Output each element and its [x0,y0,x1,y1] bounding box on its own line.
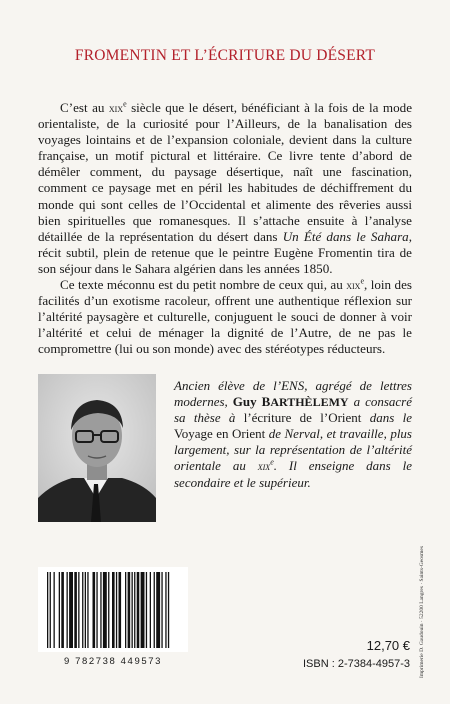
barcode-bar [78,572,79,648]
barcode-bar [128,572,131,648]
barcode-bar [168,572,169,648]
barcode-bar [61,572,64,648]
barcode-number: 9 782738 449573 [64,656,162,667]
barcode-bar [165,572,166,648]
barcode-bar [154,572,155,648]
barcode-bar [161,572,162,648]
author-photo [38,374,156,522]
back-cover-blurb [38,100,412,358]
blurb-paragraph-2: Ce texte méconnu est du petit nombre de ceux qui, au xix$^e$, loin des facilités d’un exotisme racoleur, offrent une authentique réflexion sur l’altérité paysagère et culturelle, conjuguent le souci de donner à voir l’altérité et celui de ménager la dignité de l’Autre, de ne pas le compromettre (lui ou son monde) avec des stéréotypes réducteurs. [38,276,413,357]
barcode-bar [93,572,96,648]
barcode [38,567,188,652]
barcode-bar [96,572,97,648]
barcode-bar [112,572,115,648]
barcode-bar [134,572,135,648]
barcode-bar [69,572,73,648]
barcode-bar [74,572,77,648]
price: 12,70 € [366,638,410,653]
barcode-bar [82,572,83,648]
barcode-bar [146,572,147,648]
book-title: FROMENTIN ET L’ÉCRITURE DU DÉSERT [74,47,376,64]
blurb-paragraph-1: C’est au xix$^e$ siècle que le désert, bénéficiant à la fois de la mode orientaliste, de la curiosité pour l’Ailleurs, de la banalisation des voyages lointains et de l’expansion coloniale, devient dans la culture française, un motif pictural et littéraire. Ce livre tente d’abord de démêler comment, du paysage désertique, naît une fascination, comment ce paysage met en péril les habitudes de déchiffrement du monde qui sont celles de l’Occidental et alimente des rêveries aussi bien spirituelles que romanesques. Il s’attache ensuite à l’analyse détaillée de la représentation du désert dans Un Été dans le Sahara, récit subtil, plein de retenue que le peintre Eugène Fromentin tira de son séjour dans le Sahara algérien dans les années 1850. [38,99,413,276]
barcode-bar [59,572,60,648]
barcode-bar [132,572,133,648]
printer-imprint: Imprimerie D. Gaudouin · 52200 Langres · Saints-Geosmes [419,546,425,678]
barcode-bar [100,572,101,648]
barcode-bar [137,572,140,648]
book-reference: Un Été dans le Sahara [282,228,409,244]
barcode-bar [150,572,151,648]
barcode-bar [67,572,68,648]
barcode-bar [50,572,51,648]
barcode-bar [108,572,109,648]
barcode-bar [119,572,122,648]
author-name: Guy BARTHÈLEMY [232,394,349,410]
barcode-bar [116,572,117,648]
barcode-bar [85,572,86,648]
barcode-bar [54,572,55,648]
barcode-bar [141,572,145,648]
barcode-bar [156,572,160,648]
barcode-bar [87,572,88,648]
isbn: ISBN : 2-7384-4957-3 [302,658,410,670]
barcode-bar [47,572,48,648]
barcode-bar [103,572,107,648]
barcode-bar [125,572,126,648]
author-biography: Ancien élève de l’ENS, agrégé de lettres modernes, Guy BARTHÈLEMY a consacré sa thèse à l’écriture de l’Orient dans le Voyage en Orient de Nerval, et travaille, plus largement, sur la représentation de l’altérité orientale au xix$^e$. Il enseigne dans le secondaire et le supérieur. [174,378,412,490]
